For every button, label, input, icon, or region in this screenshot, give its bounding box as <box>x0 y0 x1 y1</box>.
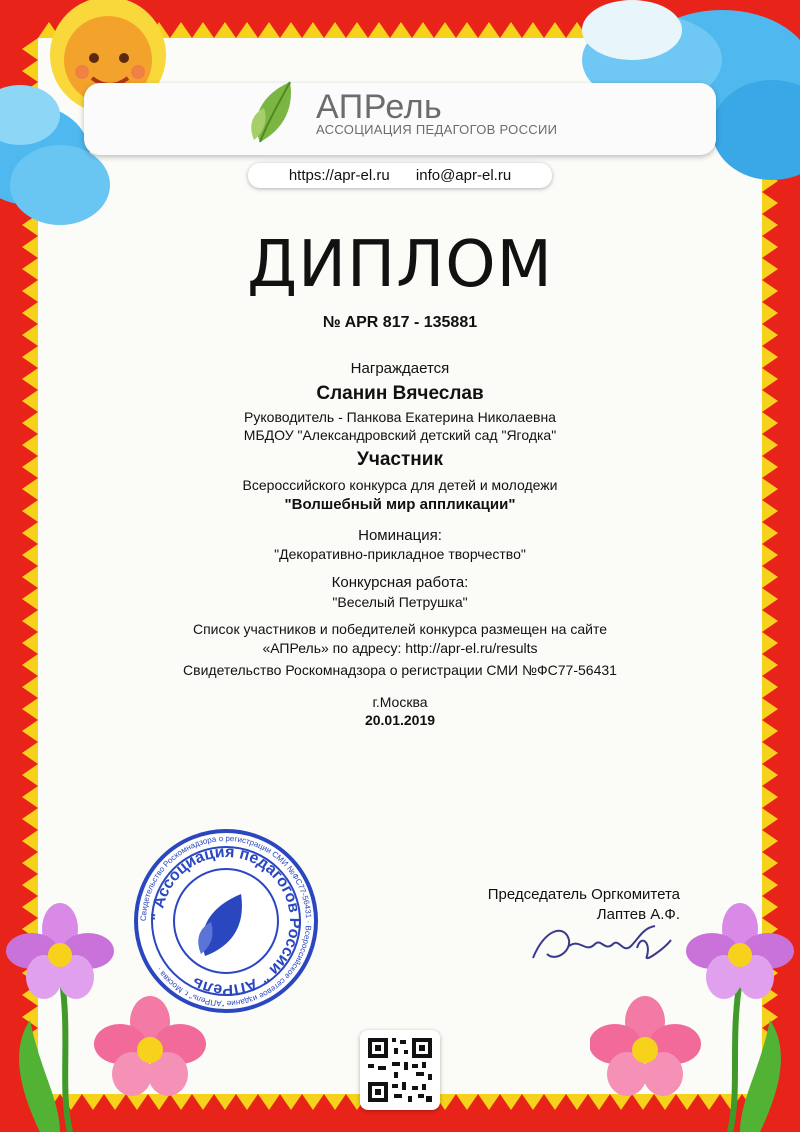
stamp-outer-text: Свидетельство Роскомнадзора о регистрации СМИ №ФС77-56431 · Всероссийское сетевое издание "АПРель" г. Москва · <box>138 833 314 1009</box>
results-line-1: Список участников и победителей конкурса размещен на сайте <box>192 621 607 637</box>
diploma-title: ДИПЛОМ <box>247 228 553 302</box>
diploma-number: № APR 817 - 135881 <box>322 314 478 331</box>
city: г.Москва <box>372 694 428 710</box>
nomination-label: Номинация: <box>358 527 442 544</box>
registration-line: Свидетельство Роскомнадзора о регистрации СМИ №ФС77-56431 <box>183 662 617 678</box>
work-title: "Веселый Петрушка" <box>332 594 468 610</box>
leaf-logo-icon <box>250 80 306 144</box>
awarded-label: Награждается <box>350 360 450 377</box>
signature-name: Лаптев А.Ф. <box>596 906 680 923</box>
flowers-right <box>590 900 800 1132</box>
nomination: "Декоративно-прикладное творчество" <box>274 546 526 562</box>
recipient-name: Сланин Вячеслав <box>316 383 484 404</box>
flowers-left <box>0 900 210 1132</box>
diploma-date: 20.01.2019 <box>364 712 436 728</box>
results-line-2: «АПРель» по адресу: http://apr-el.ru/results <box>262 640 538 656</box>
contest-line: Всероссийского конкурса для детей и молодежи <box>242 477 558 493</box>
qr-code-icon <box>360 1030 440 1110</box>
org-subtitle: АССОЦИАЦИЯ ПЕДАГОГОВ РОССИИ <box>316 122 558 137</box>
stamp-main-text: " Ассоциация педагогов России " АПРель <box>148 843 304 999</box>
website-link[interactable]: https://apr-el.ru <box>288 167 390 184</box>
signature-title: Председатель Оргкомитета <box>487 886 680 903</box>
contest-name: "Волшебный мир аппликации" <box>284 496 516 513</box>
email-link[interactable]: info@apr-el.ru <box>415 167 512 184</box>
qr-code[interactable] <box>360 1030 440 1110</box>
work-label: Конкурсная работа: <box>331 574 469 591</box>
contact-bar <box>248 163 552 188</box>
org-name: АПРель <box>316 88 443 126</box>
status: Участник <box>357 449 443 470</box>
supervisor: Руководитель - Панкова Екатерина Николаевна <box>244 409 556 425</box>
institution: МБДОУ "Александровский детский сад "Ягодка" <box>243 427 557 443</box>
